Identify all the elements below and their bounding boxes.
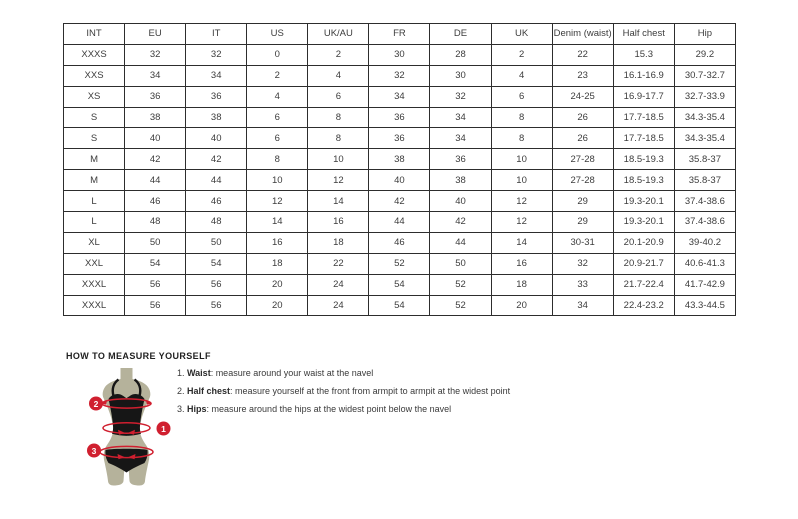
step-text: : measure yourself at the front from armpit to armpit at the widest point (230, 386, 511, 396)
table-cell: 4 (491, 65, 552, 86)
table-cell: 27-28 (552, 149, 613, 170)
step-text: : measure around the hips at the widest point below the navel (206, 404, 452, 414)
table-cell: 24 (308, 274, 369, 295)
step-number: 3. (177, 404, 188, 414)
table-cell: 40 (430, 191, 491, 212)
mannequin-illustration (79, 366, 188, 490)
table-cell: 30.7-32.7 (674, 65, 735, 86)
table-row (64, 295, 736, 316)
table-cell: 54 (186, 253, 247, 274)
table-cell: 10 (491, 170, 552, 191)
table-cell: 8 (308, 128, 369, 149)
table-cell: 18 (491, 274, 552, 295)
table-cell: 42 (186, 149, 247, 170)
table-cell: 20 (491, 295, 552, 316)
table-cell: 8 (247, 149, 308, 170)
table-cell: 20 (247, 274, 308, 295)
table-cell: 10 (491, 149, 552, 170)
header-cell: UK/AU (308, 24, 369, 45)
table-cell: 54 (125, 253, 186, 274)
table-cell: 37.4-38.6 (674, 212, 735, 233)
table-cell: 18.5-19.3 (613, 149, 674, 170)
table-cell: 2 (491, 44, 552, 65)
table-cell: XXS (64, 65, 125, 86)
badge-hips (87, 444, 101, 458)
table-cell: 46 (186, 191, 247, 212)
table-cell: 50 (186, 232, 247, 253)
table-cell: 12 (247, 191, 308, 212)
header-cell: IT (186, 24, 247, 45)
table-cell: 12 (308, 170, 369, 191)
table-cell: 17.7-18.5 (613, 128, 674, 149)
table-cell: 16 (308, 212, 369, 233)
table-cell: 4 (308, 65, 369, 86)
table-cell: 20 (247, 295, 308, 316)
table-cell: 39-40.2 (674, 232, 735, 253)
header-cell: Denim (waist) (552, 24, 613, 45)
header-cell: US (247, 24, 308, 45)
table-cell: 56 (186, 274, 247, 295)
table-cell: 32 (125, 44, 186, 65)
table-cell: 34 (430, 128, 491, 149)
measure-section-title: HOW TO MEASURE YOURSELF (66, 351, 211, 361)
table-cell: XXL (64, 253, 125, 274)
table-cell: 42 (369, 191, 430, 212)
table-cell: 16.1-16.9 (613, 65, 674, 86)
table-cell: 24 (308, 295, 369, 316)
table-cell: XXXL (64, 295, 125, 316)
size-chart-body (64, 44, 736, 316)
measure-step-waist (177, 368, 510, 379)
step-number: 2. (177, 386, 188, 396)
table-cell: 36 (186, 86, 247, 107)
table-cell: XL (64, 232, 125, 253)
step-number: 1. (177, 368, 188, 378)
header-cell: FR (369, 24, 430, 45)
table-cell: 6 (247, 107, 308, 128)
table-cell: 30 (369, 44, 430, 65)
table-cell: 44 (430, 232, 491, 253)
table-cell: M (64, 149, 125, 170)
table-cell: 2 (247, 65, 308, 86)
step-label: Half chest (187, 386, 231, 396)
table-cell: 8 (491, 107, 552, 128)
table-row (64, 86, 736, 107)
table-cell: 4 (247, 86, 308, 107)
table-cell: 22 (308, 253, 369, 274)
table-cell: 37.4-38.6 (674, 191, 735, 212)
table-cell: 48 (186, 212, 247, 233)
step-label: Hips (187, 404, 207, 414)
table-cell: 56 (125, 274, 186, 295)
table-cell: XS (64, 86, 125, 107)
table-cell: 26 (552, 107, 613, 128)
table-cell: 41.7-42.9 (674, 274, 735, 295)
table-cell: 12 (491, 191, 552, 212)
table-cell: 17.7-18.5 (613, 107, 674, 128)
table-cell: 8 (308, 107, 369, 128)
table-cell: 44 (369, 212, 430, 233)
table-cell: 32 (552, 253, 613, 274)
table-cell: XXXL (64, 274, 125, 295)
table-cell: S (64, 128, 125, 149)
header-cell: Hip (674, 24, 735, 45)
table-cell: 16 (491, 253, 552, 274)
badge-waist (157, 422, 171, 436)
header-cell: INT (64, 24, 125, 45)
badge-chest-number: 2 (93, 398, 99, 409)
table-row (64, 232, 736, 253)
table-cell: 54 (369, 274, 430, 295)
table-cell: 34.3-35.4 (674, 128, 735, 149)
table-cell: 38 (430, 170, 491, 191)
table-cell: 2 (308, 44, 369, 65)
header-cell: Half chest (613, 24, 674, 45)
table-cell: 43.3-44.5 (674, 295, 735, 316)
table-cell: 54 (369, 295, 430, 316)
table-cell: 32 (430, 86, 491, 107)
table-cell: 23 (552, 65, 613, 86)
table-cell: 21.7-22.4 (613, 274, 674, 295)
table-cell: 36 (369, 128, 430, 149)
table-cell: 40 (186, 128, 247, 149)
table-cell: 34 (369, 86, 430, 107)
badge-hips-number: 3 (91, 445, 97, 456)
table-cell: 22 (552, 44, 613, 65)
table-row (64, 44, 736, 65)
table-cell: 38 (186, 107, 247, 128)
step-label: Waist (187, 368, 211, 378)
table-cell: 29.2 (674, 44, 735, 65)
table-cell: 48 (125, 212, 186, 233)
table-cell: 52 (430, 295, 491, 316)
table-cell: 0 (247, 44, 308, 65)
table-cell: 20.9-21.7 (613, 253, 674, 274)
header-cell: DE (430, 24, 491, 45)
badge-waist-number: 1 (161, 423, 166, 434)
header-cell: UK (491, 24, 552, 45)
table-cell: L (64, 212, 125, 233)
table-cell: 14 (308, 191, 369, 212)
table-cell: 24-25 (552, 86, 613, 107)
table-cell: 33 (552, 274, 613, 295)
table-row (64, 107, 736, 128)
table-row (64, 212, 736, 233)
table-row (64, 170, 736, 191)
table-cell: 15.3 (613, 44, 674, 65)
table-cell: 14 (247, 212, 308, 233)
measure-step-half-chest (177, 386, 510, 397)
table-cell: 56 (186, 295, 247, 316)
table-cell: 36 (369, 107, 430, 128)
table-cell: 28 (430, 44, 491, 65)
table-cell: 50 (125, 232, 186, 253)
table-cell: 40.6-41.3 (674, 253, 735, 274)
badge-chest (89, 397, 103, 411)
table-header-row (64, 24, 736, 45)
table-cell: 29 (552, 212, 613, 233)
measurement-figure (79, 366, 188, 490)
table-cell: 44 (186, 170, 247, 191)
table-cell: 35.8-37 (674, 170, 735, 191)
table-cell: 34 (552, 295, 613, 316)
size-chart-header (64, 24, 736, 45)
table-cell: 40 (369, 170, 430, 191)
table-cell: 50 (430, 253, 491, 274)
table-cell: 12 (491, 212, 552, 233)
table-cell: 14 (491, 232, 552, 253)
table-row (64, 149, 736, 170)
table-cell: 6 (247, 128, 308, 149)
table-cell: 26 (552, 128, 613, 149)
table-row (64, 191, 736, 212)
table-cell: 46 (125, 191, 186, 212)
measure-steps-list (177, 368, 510, 422)
table-cell: 27-28 (552, 170, 613, 191)
table-cell: 35.8-37 (674, 149, 735, 170)
table-cell: 16 (247, 232, 308, 253)
table-cell: 38 (369, 149, 430, 170)
table-cell: 46 (369, 232, 430, 253)
table-cell: 52 (369, 253, 430, 274)
table-cell: 6 (491, 86, 552, 107)
table-row (64, 128, 736, 149)
table-cell: 29 (552, 191, 613, 212)
table-cell: 18 (247, 253, 308, 274)
step-text: : measure around your waist at the navel (210, 368, 374, 378)
table-row (64, 274, 736, 295)
table-cell: XXXS (64, 44, 125, 65)
table-row (64, 65, 736, 86)
size-chart-table (63, 23, 736, 316)
table-cell: 52 (430, 274, 491, 295)
table-cell: 34 (186, 65, 247, 86)
table-cell: 36 (125, 86, 186, 107)
table-cell: 32.7-33.9 (674, 86, 735, 107)
table-cell: 30 (430, 65, 491, 86)
header-cell: EU (125, 24, 186, 45)
table-cell: M (64, 170, 125, 191)
table-cell: 34 (125, 65, 186, 86)
table-cell: 42 (125, 149, 186, 170)
table-cell: S (64, 107, 125, 128)
table-cell: 36 (430, 149, 491, 170)
table-cell: 32 (369, 65, 430, 86)
table-cell: 18 (308, 232, 369, 253)
table-cell: 19.3-20.1 (613, 212, 674, 233)
table-cell: 40 (125, 128, 186, 149)
table-cell: 44 (125, 170, 186, 191)
table-cell: L (64, 191, 125, 212)
table-cell: 8 (491, 128, 552, 149)
table-cell: 10 (308, 149, 369, 170)
table-cell: 18.5-19.3 (613, 170, 674, 191)
measure-step-hips (177, 404, 510, 415)
table-cell: 6 (308, 86, 369, 107)
table-cell: 10 (247, 170, 308, 191)
table-cell: 56 (125, 295, 186, 316)
table-cell: 22.4-23.2 (613, 295, 674, 316)
table-row (64, 253, 736, 274)
table-cell: 30-31 (552, 232, 613, 253)
table-cell: 42 (430, 212, 491, 233)
table-cell: 34 (430, 107, 491, 128)
table-cell: 16.9-17.7 (613, 86, 674, 107)
table-cell: 34.3-35.4 (674, 107, 735, 128)
table-cell: 19.3-20.1 (613, 191, 674, 212)
table-cell: 38 (125, 107, 186, 128)
table-cell: 32 (186, 44, 247, 65)
table-cell: 20.1-20.9 (613, 232, 674, 253)
